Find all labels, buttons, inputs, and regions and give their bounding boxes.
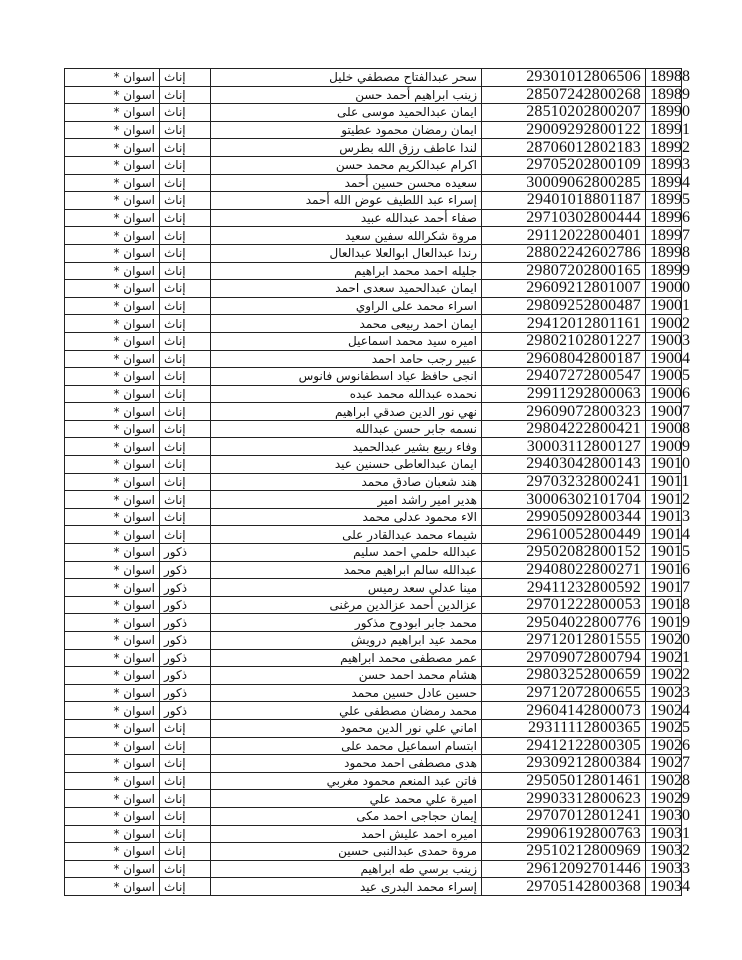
gender-cell: إناث bbox=[160, 156, 211, 174]
table-row bbox=[65, 491, 682, 509]
name-cell: انجى حافظ عياد اسطفانوس فانوس bbox=[211, 368, 482, 386]
national-id-cell: 29403042800143 bbox=[482, 456, 646, 474]
city-cell: اسوان * bbox=[65, 244, 160, 262]
city-cell: اسوان * bbox=[65, 508, 160, 526]
city-cell: اسوان * bbox=[65, 86, 160, 104]
national-id-cell: 29401018801187 bbox=[482, 192, 646, 210]
city-cell: اسوان * bbox=[65, 667, 160, 685]
table-row bbox=[65, 139, 682, 157]
serial-cell: 19009 bbox=[646, 438, 682, 456]
gender-cell: إناث bbox=[160, 174, 211, 192]
city-cell: اسوان * bbox=[65, 772, 160, 790]
table-row bbox=[65, 192, 682, 210]
table-row bbox=[65, 385, 682, 403]
gender-cell: إناث bbox=[160, 508, 211, 526]
serial-cell: 18993 bbox=[646, 156, 682, 174]
name-cell: مروة شكرالله سفين سعيد bbox=[211, 227, 482, 245]
gender-cell: إناث bbox=[160, 456, 211, 474]
city-cell: اسوان * bbox=[65, 790, 160, 808]
name-cell: هشام محمد احمد حسن bbox=[211, 667, 482, 685]
table-row bbox=[65, 614, 682, 632]
name-cell: نهي نور الدين صدقي ابراهيم bbox=[211, 403, 482, 421]
serial-cell: 19017 bbox=[646, 579, 682, 597]
name-cell: عبدالله سالم ابراهيم محمد bbox=[211, 561, 482, 579]
gender-cell: إناث bbox=[160, 86, 211, 104]
name-cell: إيمان حجاجى احمد مكى bbox=[211, 807, 482, 825]
serial-cell: 19004 bbox=[646, 350, 682, 368]
gender-cell: إناث bbox=[160, 209, 211, 227]
national-id-cell: 28507242800268 bbox=[482, 86, 646, 104]
serial-cell: 19012 bbox=[646, 491, 682, 509]
records-table bbox=[64, 68, 690, 896]
city-cell: اسوان * bbox=[65, 825, 160, 843]
city-cell: اسوان * bbox=[65, 420, 160, 438]
city-cell: اسوان * bbox=[65, 491, 160, 509]
table-row bbox=[65, 684, 682, 702]
name-cell: الاء محمود عدلى محمد bbox=[211, 508, 482, 526]
table-row bbox=[65, 772, 682, 790]
name-cell: اميره احمد عليش احمد bbox=[211, 825, 482, 843]
national-id-cell: 29610052800449 bbox=[482, 526, 646, 544]
serial-cell: 19019 bbox=[646, 614, 682, 632]
serial-cell: 19031 bbox=[646, 825, 682, 843]
serial-cell: 19029 bbox=[646, 790, 682, 808]
city-cell: اسوان * bbox=[65, 807, 160, 825]
name-cell: جليله احمد محمد ابراهيم bbox=[211, 262, 482, 280]
national-id-cell: 29803252800659 bbox=[482, 667, 646, 685]
gender-cell: إناث bbox=[160, 69, 211, 87]
name-cell: اميره سيد محمد اسماعيل bbox=[211, 332, 482, 350]
table-row bbox=[65, 156, 682, 174]
table-row bbox=[65, 596, 682, 614]
table-row bbox=[65, 807, 682, 825]
gender-cell: إناث bbox=[160, 491, 211, 509]
name-cell: اماني علي نور الدين محمود bbox=[211, 719, 482, 737]
name-cell: نسمه جابر حسن عبدالله bbox=[211, 420, 482, 438]
table-row bbox=[65, 420, 682, 438]
national-id-cell: 29009292800122 bbox=[482, 121, 646, 139]
serial-cell: 19002 bbox=[646, 315, 682, 333]
national-id-cell: 28706012802183 bbox=[482, 139, 646, 157]
table-row bbox=[65, 508, 682, 526]
city-cell: اسوان * bbox=[65, 121, 160, 139]
table-row bbox=[65, 244, 682, 262]
city-cell: اسوان * bbox=[65, 209, 160, 227]
table-row bbox=[65, 526, 682, 544]
serial-cell: 18990 bbox=[646, 104, 682, 122]
serial-cell: 19023 bbox=[646, 684, 682, 702]
name-cell: شيماء محمد عبدالقادر على bbox=[211, 526, 482, 544]
city-cell: اسوان * bbox=[65, 156, 160, 174]
national-id-cell: 29608042800187 bbox=[482, 350, 646, 368]
national-id-cell: 29712072800655 bbox=[482, 684, 646, 702]
city-cell: اسوان * bbox=[65, 456, 160, 474]
table-row bbox=[65, 719, 682, 737]
city-cell: اسوان * bbox=[65, 192, 160, 210]
city-cell: اسوان * bbox=[65, 438, 160, 456]
gender-cell: ذكور bbox=[160, 596, 211, 614]
national-id-cell: 29412012801161 bbox=[482, 315, 646, 333]
gender-cell: ذكور bbox=[160, 614, 211, 632]
city-cell: اسوان * bbox=[65, 544, 160, 562]
gender-cell: ذكور bbox=[160, 649, 211, 667]
city-cell: اسوان * bbox=[65, 719, 160, 737]
name-cell: نحمده عبدالله محمد عبده bbox=[211, 385, 482, 403]
gender-cell: إناث bbox=[160, 772, 211, 790]
gender-cell: إناث bbox=[160, 438, 211, 456]
name-cell: هدير امير راشد امير bbox=[211, 491, 482, 509]
name-cell: هدى مصطفى احمد محمود bbox=[211, 755, 482, 773]
national-id-cell: 29705142800368 bbox=[482, 878, 646, 896]
serial-cell: 19010 bbox=[646, 456, 682, 474]
national-id-cell: 29710302800444 bbox=[482, 209, 646, 227]
serial-cell: 18996 bbox=[646, 209, 682, 227]
gender-cell: إناث bbox=[160, 315, 211, 333]
name-cell: عمر مصطفى محمد ابراهيم bbox=[211, 649, 482, 667]
table-row bbox=[65, 104, 682, 122]
serial-cell: 19024 bbox=[646, 702, 682, 720]
city-cell: اسوان * bbox=[65, 350, 160, 368]
table-row bbox=[65, 69, 682, 87]
city-cell: اسوان * bbox=[65, 579, 160, 597]
serial-cell: 18991 bbox=[646, 121, 682, 139]
name-cell: إسراء عبد اللطيف عوض الله أحمد bbox=[211, 192, 482, 210]
name-cell: زينب برسي طه ابراهيم bbox=[211, 860, 482, 878]
table-row bbox=[65, 473, 682, 491]
national-id-cell: 29609212801007 bbox=[482, 280, 646, 298]
national-id-cell: 29505012801461 bbox=[482, 772, 646, 790]
national-id-cell: 29701222800053 bbox=[482, 596, 646, 614]
gender-cell: إناث bbox=[160, 860, 211, 878]
national-id-cell: 29809252800487 bbox=[482, 297, 646, 315]
national-id-cell: 29705202800109 bbox=[482, 156, 646, 174]
city-cell: اسوان * bbox=[65, 473, 160, 491]
gender-cell: إناث bbox=[160, 192, 211, 210]
serial-cell: 19020 bbox=[646, 632, 682, 650]
name-cell: محمد جابر ابودوح مذكور bbox=[211, 614, 482, 632]
serial-cell: 19007 bbox=[646, 403, 682, 421]
table-row bbox=[65, 667, 682, 685]
national-id-cell: 29905092800344 bbox=[482, 508, 646, 526]
records-table-body bbox=[65, 68, 690, 896]
gender-cell: إناث bbox=[160, 420, 211, 438]
serial-cell: 19008 bbox=[646, 420, 682, 438]
city-cell: اسوان * bbox=[65, 385, 160, 403]
table-row bbox=[65, 262, 682, 280]
serial-cell: 19022 bbox=[646, 667, 682, 685]
city-cell: اسوان * bbox=[65, 368, 160, 386]
city-cell: اسوان * bbox=[65, 561, 160, 579]
serial-cell: 18988 bbox=[646, 69, 682, 87]
city-cell: اسوان * bbox=[65, 280, 160, 298]
name-cell: اسراء محمد على الراوي bbox=[211, 297, 482, 315]
table-row bbox=[65, 332, 682, 350]
city-cell: اسوان * bbox=[65, 139, 160, 157]
table-row bbox=[65, 368, 682, 386]
table-row bbox=[65, 209, 682, 227]
city-cell: اسوان * bbox=[65, 104, 160, 122]
name-cell: صفاء أحمد عبدالله عبيد bbox=[211, 209, 482, 227]
table-row bbox=[65, 86, 682, 104]
name-cell: سعيده محسن حسين أحمد bbox=[211, 174, 482, 192]
name-cell: وفاء ربيع بشير عبدالحميد bbox=[211, 438, 482, 456]
serial-cell: 19021 bbox=[646, 649, 682, 667]
table-row bbox=[65, 702, 682, 720]
table-row bbox=[65, 561, 682, 579]
national-id-cell: 29604142800073 bbox=[482, 702, 646, 720]
name-cell: عبدالله حلمي احمد سليم bbox=[211, 544, 482, 562]
national-id-cell: 30003112800127 bbox=[482, 438, 646, 456]
gender-cell: إناث bbox=[160, 737, 211, 755]
gender-cell: ذكور bbox=[160, 632, 211, 650]
table-row bbox=[65, 121, 682, 139]
serial-cell: 18999 bbox=[646, 262, 682, 280]
national-id-cell: 29412122800305 bbox=[482, 737, 646, 755]
national-id-cell: 29804222800421 bbox=[482, 420, 646, 438]
table-row bbox=[65, 843, 682, 861]
national-id-cell: 29802102801227 bbox=[482, 332, 646, 350]
city-cell: اسوان * bbox=[65, 684, 160, 702]
city-cell: اسوان * bbox=[65, 878, 160, 896]
table-row bbox=[65, 438, 682, 456]
name-cell: رندا عبدالعال ابوالعلا عبدالعال bbox=[211, 244, 482, 262]
serial-cell: 19005 bbox=[646, 368, 682, 386]
gender-cell: إناث bbox=[160, 350, 211, 368]
serial-cell: 19025 bbox=[646, 719, 682, 737]
serial-cell: 18997 bbox=[646, 227, 682, 245]
gender-cell: ذكور bbox=[160, 667, 211, 685]
city-cell: اسوان * bbox=[65, 632, 160, 650]
gender-cell: إناث bbox=[160, 368, 211, 386]
name-cell: هند شعبان صادق محمد bbox=[211, 473, 482, 491]
table-row bbox=[65, 280, 682, 298]
name-cell: اكرام عبدالكريم محمد حسن bbox=[211, 156, 482, 174]
gender-cell: إناث bbox=[160, 807, 211, 825]
serial-cell: 18995 bbox=[646, 192, 682, 210]
city-cell: اسوان * bbox=[65, 702, 160, 720]
name-cell: ايمان عبدالحميد موسى على bbox=[211, 104, 482, 122]
name-cell: ايمان عبدالحميد سعدى احمد bbox=[211, 280, 482, 298]
table-row bbox=[65, 825, 682, 843]
national-id-cell: 29504022800776 bbox=[482, 614, 646, 632]
name-cell: ايمان رمضان محمود عطيتو bbox=[211, 121, 482, 139]
gender-cell: إناث bbox=[160, 104, 211, 122]
gender-cell: ذكور bbox=[160, 561, 211, 579]
serial-cell: 19028 bbox=[646, 772, 682, 790]
gender-cell: إناث bbox=[160, 825, 211, 843]
serial-cell: 19013 bbox=[646, 508, 682, 526]
serial-cell: 18994 bbox=[646, 174, 682, 192]
serial-cell: 19014 bbox=[646, 526, 682, 544]
serial-cell: 19032 bbox=[646, 843, 682, 861]
table-row bbox=[65, 860, 682, 878]
national-id-cell: 30009062800285 bbox=[482, 174, 646, 192]
gender-cell: إناث bbox=[160, 755, 211, 773]
gender-cell: ذكور bbox=[160, 544, 211, 562]
city-cell: اسوان * bbox=[65, 174, 160, 192]
national-id-cell: 29712012801555 bbox=[482, 632, 646, 650]
serial-cell: 18989 bbox=[646, 86, 682, 104]
city-cell: اسوان * bbox=[65, 262, 160, 280]
gender-cell: ذكور bbox=[160, 684, 211, 702]
gender-cell: إناث bbox=[160, 473, 211, 491]
serial-cell: 19000 bbox=[646, 280, 682, 298]
city-cell: اسوان * bbox=[65, 737, 160, 755]
serial-cell: 19026 bbox=[646, 737, 682, 755]
table-row bbox=[65, 878, 682, 896]
national-id-cell: 29911292800063 bbox=[482, 385, 646, 403]
serial-cell: 19006 bbox=[646, 385, 682, 403]
table-row bbox=[65, 456, 682, 474]
table-row bbox=[65, 227, 682, 245]
gender-cell: ذكور bbox=[160, 579, 211, 597]
name-cell: محمد عيد ابراهيم درويش bbox=[211, 632, 482, 650]
national-id-cell: 29502082800152 bbox=[482, 544, 646, 562]
national-id-cell: 29309212800384 bbox=[482, 755, 646, 773]
national-id-cell: 29411232800592 bbox=[482, 579, 646, 597]
gender-cell: إناث bbox=[160, 280, 211, 298]
name-cell: حسين عادل حسين محمد bbox=[211, 684, 482, 702]
serial-cell: 19003 bbox=[646, 332, 682, 350]
national-id-cell: 30006302101704 bbox=[482, 491, 646, 509]
national-id-cell: 29510212800969 bbox=[482, 843, 646, 861]
city-cell: اسوان * bbox=[65, 755, 160, 773]
name-cell: ايمان احمد ربيعى محمد bbox=[211, 315, 482, 333]
table-row bbox=[65, 579, 682, 597]
national-id-cell: 29707012801241 bbox=[482, 807, 646, 825]
national-id-cell: 29311112800365 bbox=[482, 719, 646, 737]
name-cell: فاتن عبد المنعم محمود مغربي bbox=[211, 772, 482, 790]
city-cell: اسوان * bbox=[65, 69, 160, 87]
serial-cell: 19001 bbox=[646, 297, 682, 315]
city-cell: اسوان * bbox=[65, 315, 160, 333]
city-cell: اسوان * bbox=[65, 403, 160, 421]
national-id-cell: 29612092701446 bbox=[482, 860, 646, 878]
national-id-cell: 29709072800794 bbox=[482, 649, 646, 667]
national-id-cell: 29703232800241 bbox=[482, 473, 646, 491]
table-row bbox=[65, 755, 682, 773]
table-row bbox=[65, 403, 682, 421]
national-id-cell: 29407272800547 bbox=[482, 368, 646, 386]
table-row bbox=[65, 632, 682, 650]
name-cell: مينا عدلي سعد رميس bbox=[211, 579, 482, 597]
name-cell: عبير رجب حامد احمد bbox=[211, 350, 482, 368]
serial-cell: 19011 bbox=[646, 473, 682, 491]
gender-cell: إناث bbox=[160, 121, 211, 139]
city-cell: اسوان * bbox=[65, 649, 160, 667]
city-cell: اسوان * bbox=[65, 843, 160, 861]
name-cell: لندا عاطف رزق الله بطرس bbox=[211, 139, 482, 157]
national-id-cell: 28802242602786 bbox=[482, 244, 646, 262]
name-cell: مروة حمدى عبدالنبى حسين bbox=[211, 843, 482, 861]
name-cell: زينب ابراهيم أحمد حسن bbox=[211, 86, 482, 104]
national-id-cell: 29807202800165 bbox=[482, 262, 646, 280]
table-row bbox=[65, 649, 682, 667]
gender-cell: إناث bbox=[160, 385, 211, 403]
city-cell: اسوان * bbox=[65, 227, 160, 245]
national-id-cell: 28510202800207 bbox=[482, 104, 646, 122]
city-cell: اسوان * bbox=[65, 614, 160, 632]
table-row bbox=[65, 350, 682, 368]
national-id-cell: 29609072800323 bbox=[482, 403, 646, 421]
gender-cell: إناث bbox=[160, 297, 211, 315]
name-cell: محمد رمضان مصطفى علي bbox=[211, 702, 482, 720]
serial-cell: 19015 bbox=[646, 544, 682, 562]
city-cell: اسوان * bbox=[65, 526, 160, 544]
name-cell: ايمان عبدالعاطى حسنين عيد bbox=[211, 456, 482, 474]
name-cell: عزالدين أحمد عزالدين مرغنى bbox=[211, 596, 482, 614]
national-id-cell: 29906192800763 bbox=[482, 825, 646, 843]
table-row bbox=[65, 544, 682, 562]
table-row bbox=[65, 790, 682, 808]
gender-cell: إناث bbox=[160, 843, 211, 861]
city-cell: اسوان * bbox=[65, 332, 160, 350]
table-row bbox=[65, 315, 682, 333]
national-id-cell: 29112022800401 bbox=[482, 227, 646, 245]
serial-cell: 19033 bbox=[646, 860, 682, 878]
gender-cell: إناث bbox=[160, 139, 211, 157]
gender-cell: إناث bbox=[160, 227, 211, 245]
city-cell: اسوان * bbox=[65, 297, 160, 315]
city-cell: اسوان * bbox=[65, 596, 160, 614]
name-cell: سحر عبدالفتاح مصطفي خليل bbox=[211, 69, 482, 87]
name-cell: إسراء محمد البدرى عيد bbox=[211, 878, 482, 896]
gender-cell: إناث bbox=[160, 790, 211, 808]
serial-cell: 18992 bbox=[646, 139, 682, 157]
gender-cell: إناث bbox=[160, 332, 211, 350]
gender-cell: إناث bbox=[160, 526, 211, 544]
gender-cell: إناث bbox=[160, 262, 211, 280]
gender-cell: إناث bbox=[160, 878, 211, 896]
serial-cell: 18998 bbox=[646, 244, 682, 262]
serial-cell: 19027 bbox=[646, 755, 682, 773]
name-cell: اميرة علي محمد علي bbox=[211, 790, 482, 808]
table-row bbox=[65, 297, 682, 315]
gender-cell: إناث bbox=[160, 719, 211, 737]
serial-cell: 19016 bbox=[646, 561, 682, 579]
table-row bbox=[65, 737, 682, 755]
national-id-cell: 29301012806506 bbox=[482, 69, 646, 87]
gender-cell: ذكور bbox=[160, 702, 211, 720]
name-cell: ابتسام اسماعيل محمد على bbox=[211, 737, 482, 755]
national-id-cell: 29408022800271 bbox=[482, 561, 646, 579]
serial-cell: 19034 bbox=[646, 878, 682, 896]
serial-cell: 19018 bbox=[646, 596, 682, 614]
table-row bbox=[65, 174, 682, 192]
city-cell: اسوان * bbox=[65, 860, 160, 878]
gender-cell: إناث bbox=[160, 244, 211, 262]
gender-cell: إناث bbox=[160, 403, 211, 421]
national-id-cell: 29903312800623 bbox=[482, 790, 646, 808]
serial-cell: 19030 bbox=[646, 807, 682, 825]
